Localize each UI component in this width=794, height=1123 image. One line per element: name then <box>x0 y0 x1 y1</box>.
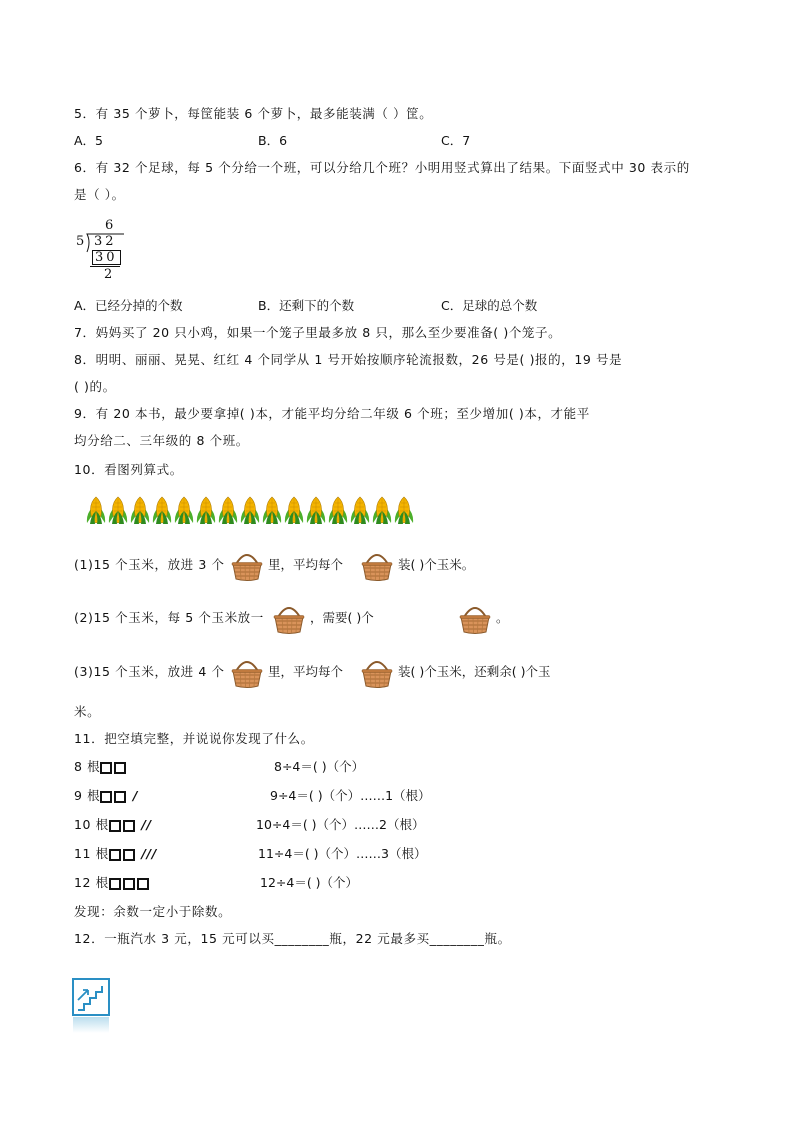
product: 30 <box>92 250 121 265</box>
q5-option-b: B．6 <box>258 133 288 148</box>
q11-finding: 发现：余数一定小于除数。 <box>74 904 232 919</box>
q11-eq-10: 10÷4＝( )（个）……2（根） <box>256 817 425 832</box>
corn-icon <box>128 495 152 525</box>
row-label: 11 根 <box>74 846 109 861</box>
q12-text: 12．一瓶汽水 3 元，15 元可以买________瓶，22 元最多买________瓶。 <box>74 931 511 946</box>
corn-icon <box>216 495 240 525</box>
square-icon <box>114 791 126 803</box>
row-label: 9 根 <box>74 788 101 803</box>
sticks: // <box>141 817 152 832</box>
corn-icon <box>392 495 416 525</box>
square-icon <box>100 762 112 774</box>
corn-icon <box>326 495 350 525</box>
basket-icon <box>360 548 394 582</box>
q6-line1: 6．有 32 个足球，每 5 个分给一个班，可以分给几个班？小明用竖式算出了结果。下面竖式中 30 表示的 <box>74 160 690 175</box>
sticks: /// <box>141 846 157 861</box>
quotient: 6 <box>105 218 114 233</box>
corn-icon <box>172 495 196 525</box>
q11-row-8 <box>74 759 128 775</box>
corn-icon <box>150 495 174 525</box>
basket-icon <box>458 601 492 635</box>
corn-icon <box>260 495 284 525</box>
q9-line1: 9．有 20 本书，最少要拿掉( )本，才能平均分给二年级 6 个班；至少增加( )本，才能平 <box>74 406 590 421</box>
row-label: 10 根 <box>74 817 109 832</box>
q9-line2: 均分给二、三年级的 8 个班。 <box>74 433 249 448</box>
square-icon <box>100 791 112 803</box>
q8-line1: 8．明明、丽丽、晃晃、红红 4 个同学从 1 号开始按顺序轮流报数，26 号是( )报的，19 号是 <box>74 352 623 367</box>
q10-title: 10．看图列算式。 <box>74 462 183 477</box>
q7-text: 7．妈妈买了 20 只小鸡，如果一个笼子里最多放 8 只，那么至少要准备( )个笼子。 <box>74 325 562 340</box>
long-division <box>76 218 136 282</box>
q11-eq-11: 11÷4＝( )（个）……3（根） <box>258 846 427 861</box>
q11-row-11 <box>74 846 157 862</box>
remainder: 2 <box>104 267 113 282</box>
corn-icon <box>106 495 130 525</box>
square-icon <box>109 849 121 861</box>
square-icon <box>123 820 135 832</box>
q6-option-a: A．已经分掉的个数 <box>74 298 183 313</box>
q10-p2-part3: 。 <box>496 610 509 625</box>
q5-text: 5．有 35 个萝卜，每筐能装 6 个萝卜，最多能装满（ ）筐。 <box>74 106 433 121</box>
q11-eq-9: 9÷4＝( )（个）……1（根） <box>270 788 431 803</box>
q11-title: 11．把空填完整，并说说你发现了什么。 <box>74 731 314 746</box>
q6-option-b: B．还剩下的个数 <box>258 298 355 313</box>
corn-icon <box>348 495 372 525</box>
square-icon <box>123 849 135 861</box>
q10-p3-part4: 米。 <box>74 704 101 719</box>
q5-option-c: C．7 <box>441 133 471 148</box>
dividend: 32 <box>94 234 117 249</box>
q6-line2: 是（ ）。 <box>74 187 125 202</box>
q11-row-9 <box>74 788 138 804</box>
q10-p2-part2: ，需要( )个 <box>310 610 374 625</box>
stairs-icon <box>72 978 110 1034</box>
q10-p3-part2: 里，平均每个 <box>268 664 344 679</box>
q10-p2-part1: (2)15 个玉米，每 5 个玉米放一 <box>74 610 264 625</box>
corn-icon <box>84 495 108 525</box>
corn-icon <box>194 495 218 525</box>
q6-option-c: C．足球的总个数 <box>441 298 538 313</box>
basket-icon <box>230 655 264 689</box>
q10-p1-part2: 里，平均每个 <box>268 557 344 572</box>
basket-icon <box>360 655 394 689</box>
q11-row-12 <box>74 875 151 891</box>
q8-line2: ( )的。 <box>74 379 116 394</box>
corn-icon <box>238 495 262 525</box>
corn-icon <box>370 495 394 525</box>
square-icon <box>109 878 121 890</box>
square-icon <box>114 762 126 774</box>
q11-eq-12: 12÷4＝( )（个） <box>260 875 359 890</box>
q10-p3-part1: (3)15 个玉米，放进 4 个 <box>74 664 225 679</box>
basket-icon <box>230 548 264 582</box>
row-label: 12 根 <box>74 875 109 890</box>
q11-row-10 <box>74 817 152 833</box>
q10-p3-part3: 装( )个玉米，还剩余( )个玉 <box>398 664 551 679</box>
q10-p1-part3: 装( )个玉米。 <box>398 557 475 572</box>
basket-icon <box>272 601 306 635</box>
q5-option-a: A．5 <box>74 133 104 148</box>
q10-p1-part1: (1)15 个玉米，放进 3 个 <box>74 557 225 572</box>
corn-icon <box>304 495 328 525</box>
row-label: 8 根 <box>74 759 101 774</box>
corn-icon <box>282 495 306 525</box>
q11-eq-8: 8÷4＝( )（个） <box>274 759 365 774</box>
square-icon <box>123 878 135 890</box>
divisor: 5 <box>76 234 85 249</box>
sticks: / <box>132 788 138 803</box>
square-icon <box>109 820 121 832</box>
square-icon <box>137 878 149 890</box>
